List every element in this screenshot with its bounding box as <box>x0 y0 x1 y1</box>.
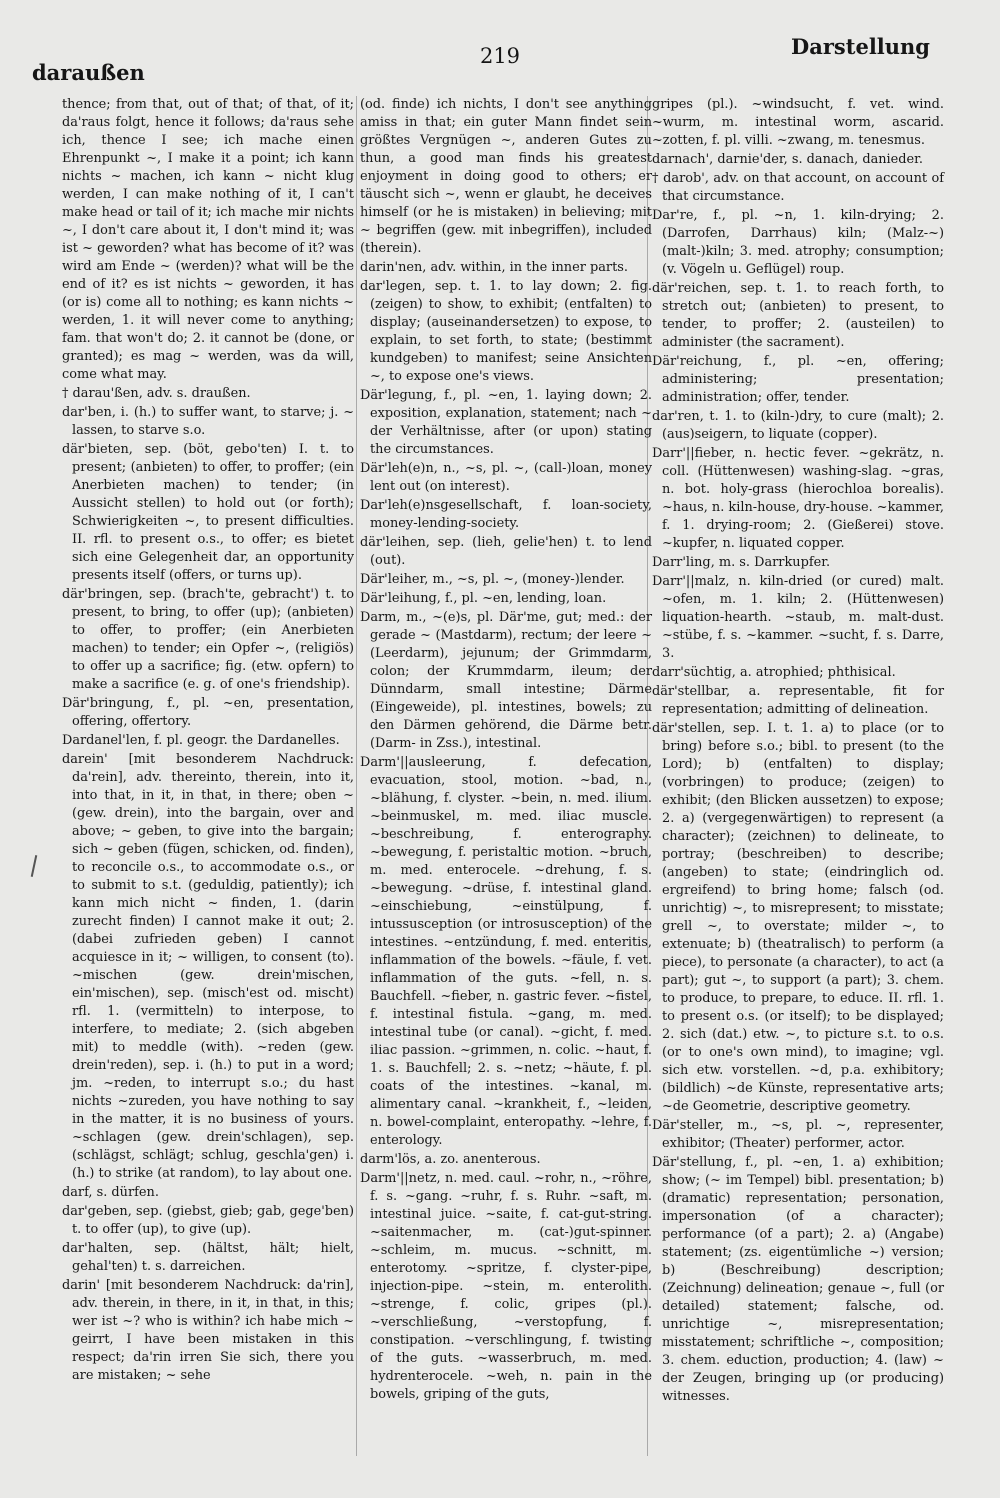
dictionary-entry: darin'nen, adv. within, in the inner parts. <box>360 260 628 275</box>
dictionary-entry: Där'bringung, f., pl. ~en, presentation, offering, offertory. <box>62 696 354 729</box>
dictionary-entry: Där'legung, f., pl. ~en, 1. laying down; 2. exposition, explanation, statement; nach ~ der Verhältnisse, after (or upon) stating the circumstances. <box>360 388 652 457</box>
column-right <box>652 96 944 1407</box>
column-middle <box>360 96 652 1405</box>
dictionary-entry: darein' [mit besonderem Nachdruck: da'rein], adv. thereinto, therein, into it, into that, in it, in that, in there; oben ~ (gew. drein), into the bargain, over and above; ~ geben, to give into the bargain; sich ~ geben (fügen, schicken, od. finden), to reconcile o.s., to accommodate o.s., or to submit to s.t. (geduldig, patiently); ich kann mich nicht ~ finden, 1. (darin zurecht finden) I cannot make it out; 2. (dabei zufrieden geben) I cannot acquiesce in it; ~ willigen, to consent (to). ~mischen (gew. drein'mischen, ein'mischen), sep. (misch'est od. mischt) rfl. 1. (vermitteln) to interpose, to interfere, to mediate; 2. (sich abgeben mit) to meddle (with). ~reden (gew. drein'reden), sep. i. (h.) to put in a word; jm. ~reden, to interrupt s.o.; du hast nichts ~zureden, you have nothing to say in the matter, it is no business of yours. ~schlagen (gew. drein'schlagen), sep. (schlägst, schlägt; schlug, geschla'gen) i. (h.) to strike (at random), to lay about one. <box>62 752 354 1181</box>
page-number: 219 <box>479 44 521 68</box>
dictionary-entry: Där'leihung, f., pl. ~en, lending, loan. <box>360 591 607 606</box>
column-left <box>62 96 354 1386</box>
dictionary-entry: dar'halten, sep. (hältst, hält; hielt, gehal'ten) t. s. darreichen. <box>62 1241 354 1274</box>
dictionary-entry: Dardanel'len, f. pl. geogr. the Dardanelles. <box>62 733 340 748</box>
dictionary-entry: dar'ren, t. 1. to (kiln-)dry, to cure (malt); 2. (aus)seigern, to liquate (copper). <box>652 409 944 442</box>
dictionary-entry: darr'süchtig, a. atrophied; phthisical. <box>652 665 896 680</box>
dictionary-entry: darf, s. dürfen. <box>62 1185 159 1200</box>
dictionary-entry: Dar're, f., pl. ~n, 1. kiln-drying; 2. (Darrofen, Darrhaus) kiln; (Malz-~) (malt-)kiln; 3. med. atrophy; consumption; (v. Vögeln u. Geflügel) roup. <box>652 208 944 277</box>
dictionary-entry: dar'legen, sep. t. 1. to lay down; 2. fig. (zeigen) to show, to exhibit; (entfalten) to display; (auseinandersetzen) to expose, to explain, to set forth, to state; (bestimmt kundgeben) to manifest; seine Ansichten ~, to expose one's views. <box>360 279 652 384</box>
page-header <box>0 34 1000 90</box>
dictionary-entry: (od. finde) ich nichts, I don't see anything amiss in that; ein guter Mann findet sein größtes Vergnügen ~, anderen Gutes zu thun, a good man finds his greatest enjoyment in doing good to others; er täuscht sich ~, wenn er glaubt, he deceives himself (or he is mistaken) in believing; mit ~ begriffen (gew. mit inbegriffen), included (therein). <box>360 97 652 256</box>
dictionary-entry: gripes (pl.). ~windsucht, f. vet. wind. ~wurm, m. intestinal worm, ascarid. ~zotten, f. pl. villi. ~zwang, m. tenesmus. <box>652 97 944 148</box>
dictionary-entry: Där'stellung, f., pl. ~en, 1. a) exhibition; show; (~ im Tempel) bibl. presentation; b) (dramatic) representation; personation, impersonation (of a character); performance (of a part); 2. a) (Angabe) statement; (zs. eigentümliche ~) version; b) (Beschreibung) description; (Zeichnung) delineation; genaue ~, full (or detailed) statement; falsche, od. unrichtige ~, misrepresentation; misstatement; schriftliche ~, composition; 3. chem. eduction, production; 4. (law) ~ der Zeugen, bringing up (or producing) witnesses. <box>652 1155 944 1404</box>
dictionary-entry: Där'leiher, m., ~s, pl. ~, (money-)lender. <box>360 572 625 587</box>
column-divider <box>356 96 357 1456</box>
dictionary-entry: Dar'leh(e)nsgesellschaft, f. loan-society, money-lending-society. <box>360 498 652 531</box>
dictionary-entry: Darr'||malz, n. kiln-dried (or cured) malt. ~ofen, m. 1. kiln; 2. (Hüttenwesen) liquation-hearth. ~staub, m. malt-dust. ~stübe, f. s. ~kammer. ~sucht, f. s. Darre, 3. <box>652 574 944 661</box>
dictionary-entry: thence; from that, out of that; of that, of it; da'raus folgt, hence it follows; da'raus sehe ich, thence I see; ich mache einen Ehrenpunkt ~, I make it a point; ich kann nichts ~ machen, ich kann ~ nicht klug werden, I can make nothing of it, I can't make head or tail of it; ich mache mir nichts ~, I don't care about it, I don't mind it; was ist ~ geworden? what has become of it? was wird am Ende ~ (werden)? what will be the end of it? es ist nichts ~ geworden, it has (or is) come all to nothing; es kann nichts ~ werden, 1. it will never come to anything; fam. that won't do; 2. it cannot be (done, or granted); es mag ~ werden, was da will, come what may. <box>62 97 354 382</box>
dictionary-entry: där'reichen, sep. t. 1. to reach forth, to stretch out; (anbieten) to present, to tender, to proffer; 2. (austeilen) to administer (the sacrament). <box>652 281 944 350</box>
right-guide-word: Darstellung <box>791 34 930 59</box>
dictionary-entry: Darm'||ausleerung, f. defecation, evacuation, stool, motion. ~bad, n., ~blähung, f. clyster. ~bein, n. med. ilium. ~beinmuskel, m. med. iliac muscle. ~beschreibung, f. enterography. ~bewegung, f. peristaltic motion. ~bruch, m. med. enterocele. ~drehung, f. s. ~bewegung. ~drüse, f. intestinal gland. ~einschiebung, ~einstülpung, f. intussusception (or introsusception) of the intestines. ~entzündung, f. med. enteritis, inflammation of the bowels. ~fäule, f. vet. inflammation of the guts. ~fell, n. s. Bauchfell. ~fieber, n. gastric fever. ~fistel, f. intestinal fistula. ~gang, m. med. intestinal tube (or canal). ~gicht, f. med. iliac passion. ~grimmen, n. colic. ~haut, f. 1. s. Bauchfell; 2. s. ~netz; ~häute, f. pl. coats of the intestines. ~kanal, m. alimentary canal. ~krankheit, f., ~leiden, n. bowel-complaint, enteropathy. ~lehre, f. enterology. <box>360 755 652 1148</box>
dictionary-entry: där'bieten, sep. (böt, gebo'ten) I. t. to present; (anbieten) to offer, to proffer; (ein Anerbieten machen) to tender; (in Aussicht stellen) to hold out (or forth); Schwierigkeiten ~, to present difficulties. II. rfl. to present o.s., to offer; es bietet sich eine Gelegenheit dar, an opportunity presents itself (offers, or turns up). <box>62 442 354 583</box>
dictionary-entry: Darr'ling, m. s. Darrkupfer. <box>652 555 831 570</box>
dictionary-entry: darnach', darnie'der, s. danach, danieder. <box>652 152 924 167</box>
dictionary-entry: darm'lös, a. zo. anenterous. <box>360 1152 541 1167</box>
dictionary-entry: dar'ben, i. (h.) to suffer want, to starve; j. ~ lassen, to starve s.o. <box>62 405 354 438</box>
dictionary-entry: där'bringen, sep. (brach'te, gebracht') t. to present, to bring, to offer (up); (anbieten) to offer, to proffer; (ein Anerbieten machen) to tender; ein Opfer ~, (religiös) to offer up a sacrifice; fig. (etw. opfern) to make a sacrifice (e. g. of one's friendship). <box>62 587 354 692</box>
dictionary-entry: Darm, m., ~(e)s, pl. Där'me, gut; med.: der gerade ~ (Mastdarm), rectum; der leere ~ (Leerdarm), jejunum; der Grimmdarm, colon; der Krummdarm, ileum; der Dünndarm, small intestine; Därme (Eingeweide), pl. intestines, bowels; zu den Därmen gehörend, die Därme betr. (Darm- in Zss.), intestinal. <box>360 610 652 751</box>
dictionary-entry: Där'leh(e)n, n., ~s, pl. ~, (call-)loan, money lent out (on interest). <box>360 461 652 494</box>
dictionary-entry: där'stellen, sep. I. t. 1. a) to place (or to bring) before s.o.; bibl. to present (to the Lord); b) (entfalten) to display; (vorbringen) to produce; (zeigen) to exhibit; (den Blicken aussetzen) to expose; 2. a) (vergegenwärtigen) to represent (a character); (zeichnen) to delineate, to portray; (beschreiben) to describe; (angeben) to state; (eindringlich od. ergreifend) to bring home; falsch (od. unrichtig) ~, to misrepresent; to misstate; grell ~, to overstate; milder ~, to extenuate; b) (theatralisch) to perform (a piece), to personate (a character), to act (a part); gut ~, to support (a part); 3. chem. to produce, to prepare, to educe. II. rfl. 1. to present o.s. (or itself); to be displayed; 2. sich (dat.) etw. ~, to picture s.t. to o.s. (or to one's own mind), to imagine; vgl. sich etw. vorstellen. ~d, p.a. exhibitory; (bildlich) ~de Künste, representative arts; ~de Geometrie, descriptive geometry. <box>652 721 944 1114</box>
dictionary-entry: Där'steller, m., ~s, pl. ~, representer, exhibitor; (Theater) performer, actor. <box>652 1118 944 1151</box>
dictionary-entry: där'leihen, sep. (lieh, gelie'hen) t. to lend (out). <box>360 535 652 568</box>
dictionary-entry: Darm'||netz, n. med. caul. ~rohr, n., ~röhre, f. s. ~gang. ~ruhr, f. s. Ruhr. ~saft, m. intestinal juice. ~saite, f. cat-gut-string. ~saitenmacher, m. (cat-)gut-spinner. ~schleim, m. mucus. ~schnitt, m. enterotomy. ~spritze, f. clyster-pipe, injection-pipe. ~stein, m. enterolith. ~strenge, f. colic, gripes (pl.). ~verschließung, ~verstopfung, f. constipation. ~verschlingung, f. twisting of the guts. ~wasserbruch, m. med. hydrenterocele. ~weh, n. pain in the bowels, griping of the guts, <box>360 1171 652 1402</box>
dictionary-entry: Darr'||fieber, n. hectic fever. ~gekrätz, n. coll. (Hüttenwesen) washing-slag. ~gras, n. bot. holy-grass (hierochloa borealis). ~haus, n. kiln-house, dry-house. ~kammer, f. 1. drying-room; 2. (Gießerei) stove. ~kupfer, n. liquated copper. <box>652 446 944 551</box>
left-guide-word: daraußen <box>32 60 145 85</box>
pencil-mark <box>31 855 38 877</box>
dictionary-entry: † darob', adv. on that account, on account of that circumstance. <box>652 171 944 204</box>
dictionary-entry: där'stellbar, a. representable, fit for representation; admitting of delineation. <box>652 684 944 717</box>
dictionary-entry: dar'geben, sep. (giebst, gieb; gab, gege'ben) t. to offer (up), to give (up). <box>62 1204 354 1237</box>
dictionary-entry: Där'reichung, f., pl. ~en, offering; administering; presentation; administration; offer, tender. <box>652 354 944 405</box>
dictionary-entry: darin' [mit besonderem Nachdruck: da'rin], adv. therein, in there, in it, in that, in this; wer ist ~? who is within? ich habe mich ~ geirrt, I have been mistaken in this respect; da'rin irren Sie sich, there you are mistaken; ~ sehe <box>62 1278 354 1383</box>
dictionary-entry: † darau'ßen, adv. s. draußen. <box>62 386 251 401</box>
